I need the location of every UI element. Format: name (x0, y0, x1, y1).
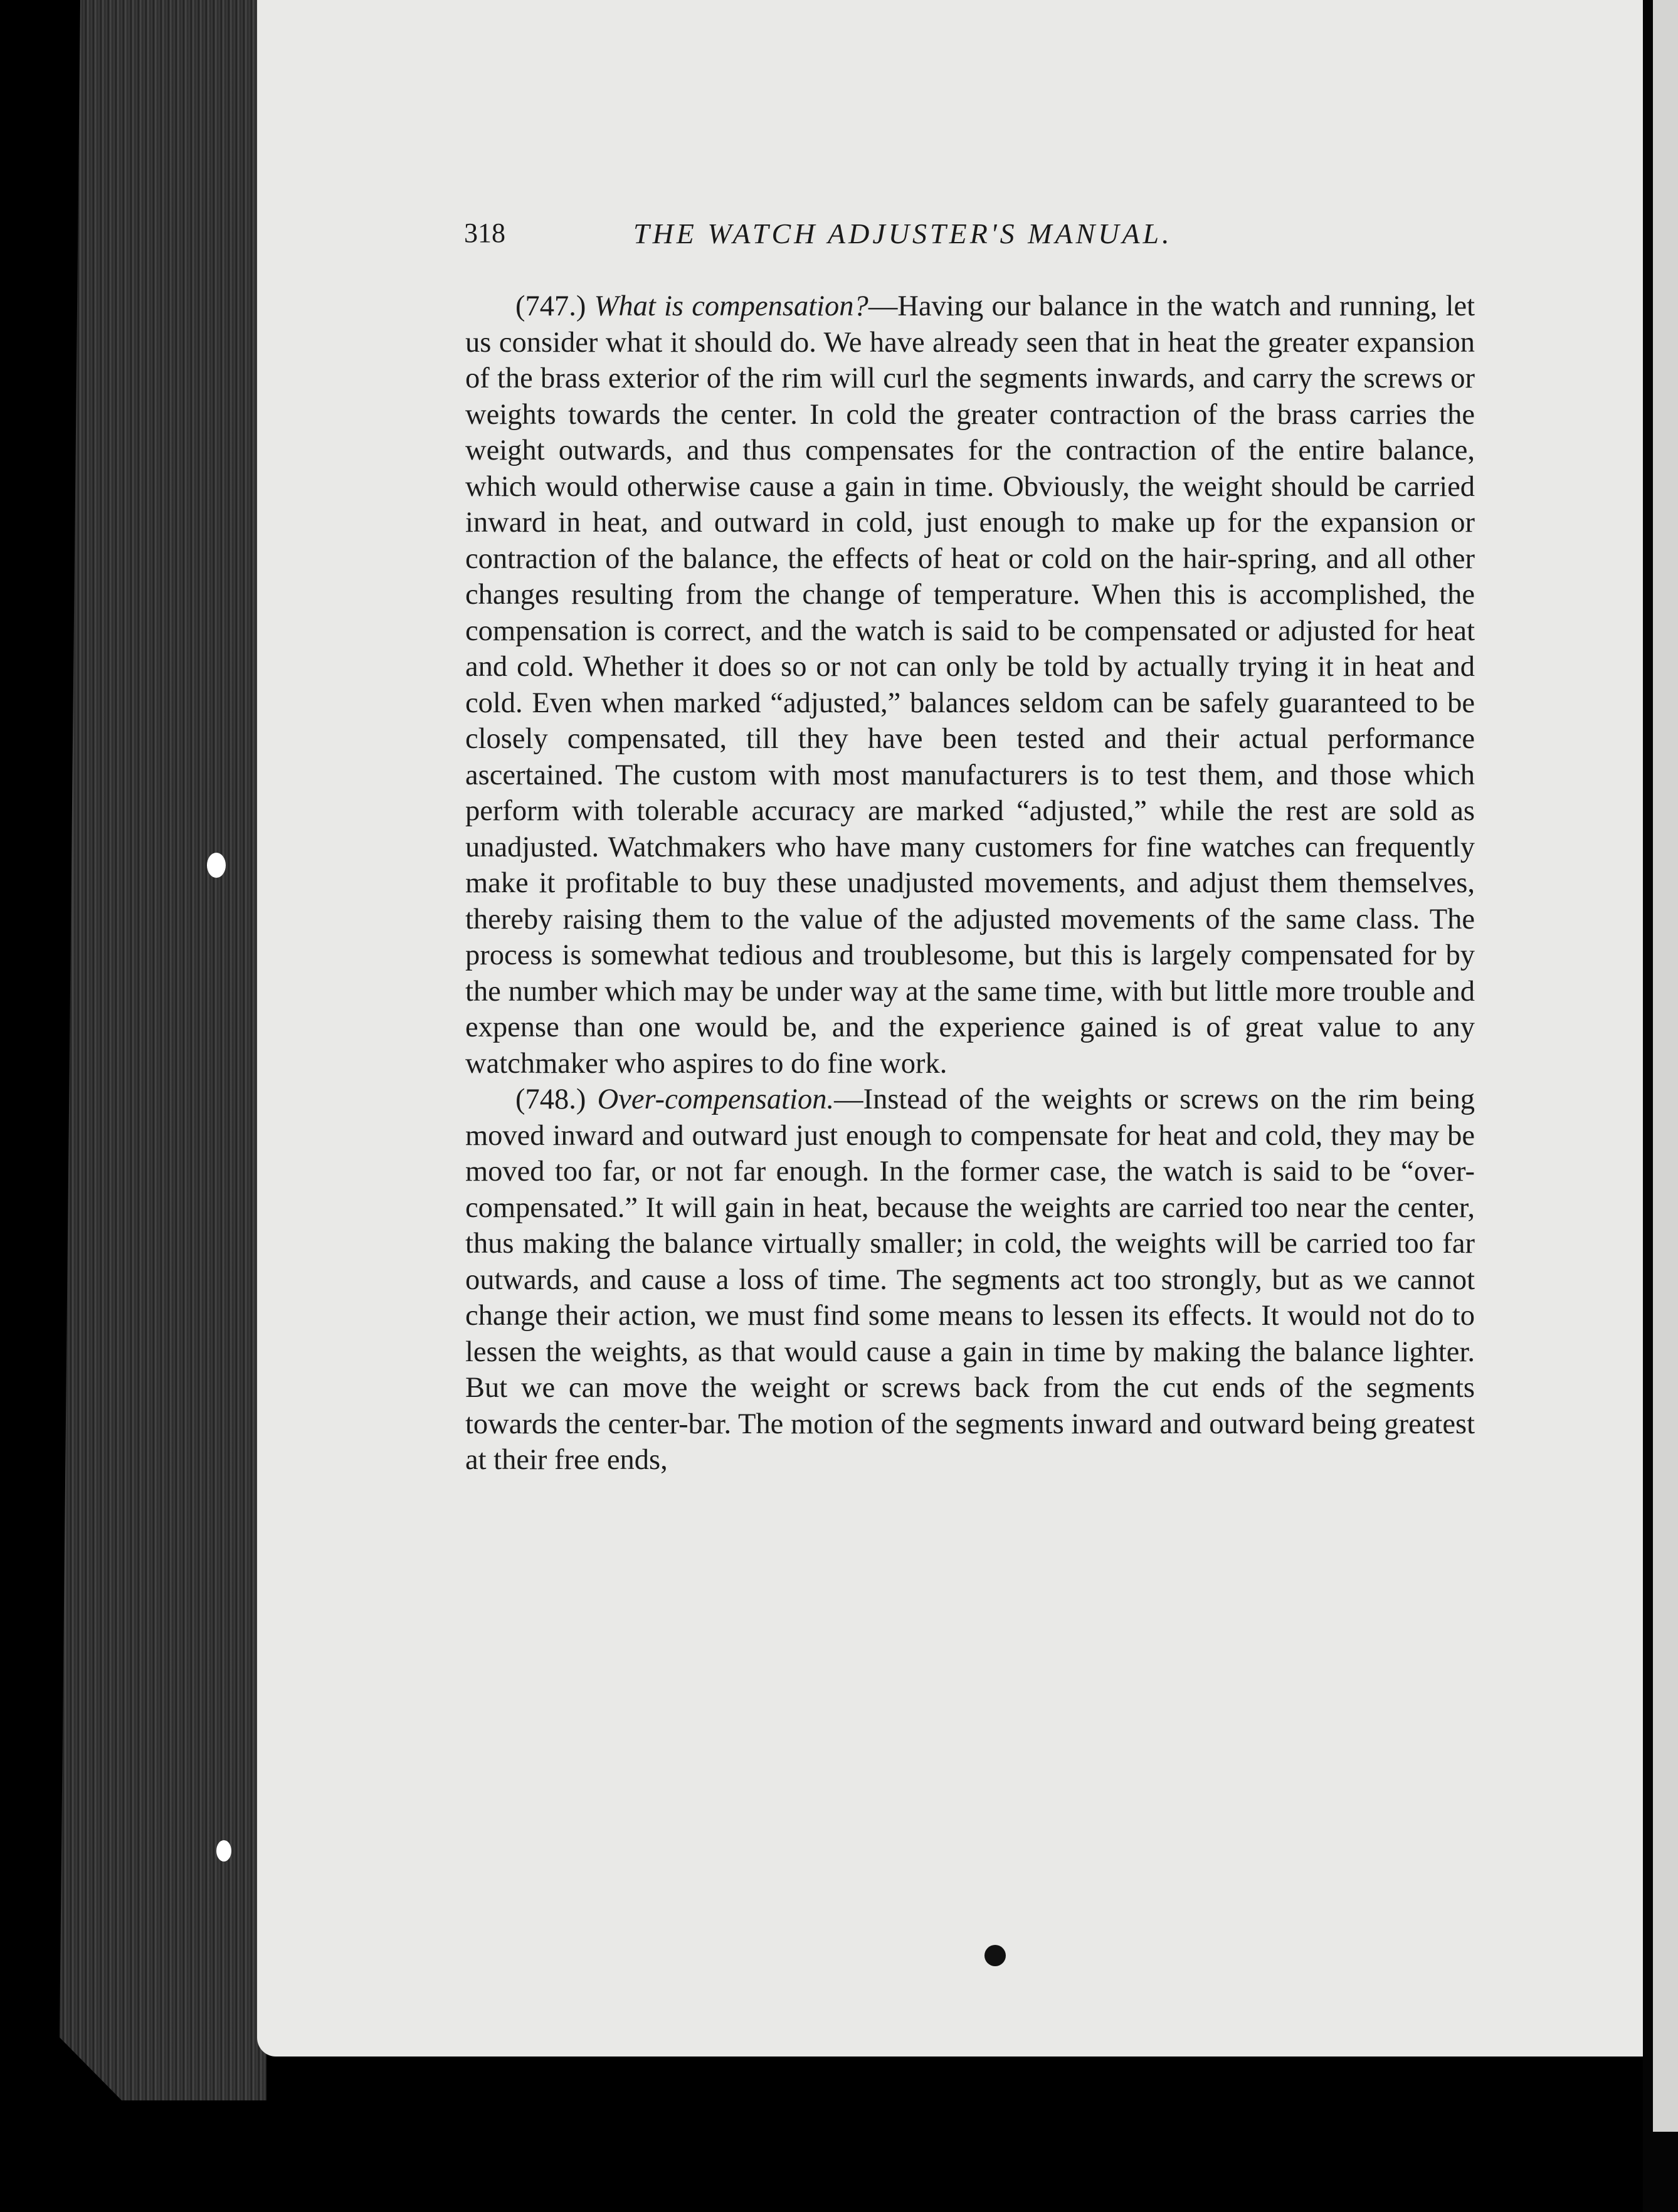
dust-speck (216, 1840, 231, 1862)
paragraph-number: (748.) (515, 1083, 586, 1115)
paragraph-title: What is compensation? (594, 290, 868, 322)
page-header (464, 217, 1304, 267)
paragraph-body: —Having our balance in the watch and running, let us consider what it should do. We have already seen that in heat the greater expansion of the brass exterior of the rim will curl the segments inwards, and carry the screws or weights towards the center. In cold the greater contraction of the brass carries the weight outwards, and thus compensates for the contraction of the entire balance, which would otherwise cause a gain in time. Obviously, the weight should be carried inward in heat, and outward in cold, just enough to make up for the expansion or contraction of the balance, the effects of heat or cold on the hair-spring, and all other changes resulting from the change of temperature. When this is accomplished, the compensation is correct, and the watch is said to be compensated or adjusted for heat and cold. Whether it does so or not can only be told by actually trying it in heat and cold. Even when marked “adjusted,” balances seldom can be safely guaranteed to be closely compensated, till they have been tested and their actual performance ascertained. The custom with most manufacturers is to test them, and those which perform with tolerable accuracy are marked “adjusted,” while the rest are sold as unadjusted. Watchmakers who have many customers for fine watches can frequently make it profitable to buy these unadjusted movements, and adjust them themselves, thereby raising them to the value of the adjusted movements of the same class. The process is somewhat tedious and troublesome, but this is largely compensated for by the number which may be under way at the same time, with but little more trouble and expense than one would be, and the experience gained is of great value to any watchmaker who aspires to do fine work. (465, 290, 1475, 1080)
next-page-edge (1653, 0, 1678, 2132)
dust-speck (207, 853, 226, 878)
paragraph-747 (465, 288, 1475, 1082)
running-head: THE WATCH ADJUSTER'S MANUAL. (633, 218, 1173, 250)
paragraph-number: (747.) (515, 290, 586, 322)
paragraph-title: Over-compensation. (597, 1083, 835, 1115)
page-number: 318 (464, 218, 505, 248)
paragraph-body: —Instead of the weights or screws on the rim being moved inward and outward just enough to compensate for heat and cold, they may be moved too far, or not far enough. In the former case, the watch is said to be “over-compensated.” It will gain in heat, because the weights are carried too near the center, thus making the balance virtually smaller; in cold, the weights will be carried too far outwards, and cause a loss of time. The segments act too strongly, but as we cannot change their action, we must find some means to lessen its effects. It would not do to lessen the weights, as that would cause a gain in time by making the balance lighter. But we can move the weight or screws back from the cut ends of the segments towards the center-bar. The motion of the segments inward and outward being greatest at their free ends, (465, 1083, 1475, 1476)
body-text (465, 288, 1475, 1478)
paragraph-748 (465, 1082, 1475, 1478)
ink-blot (984, 1945, 1006, 1966)
page-edges (60, 0, 266, 2100)
